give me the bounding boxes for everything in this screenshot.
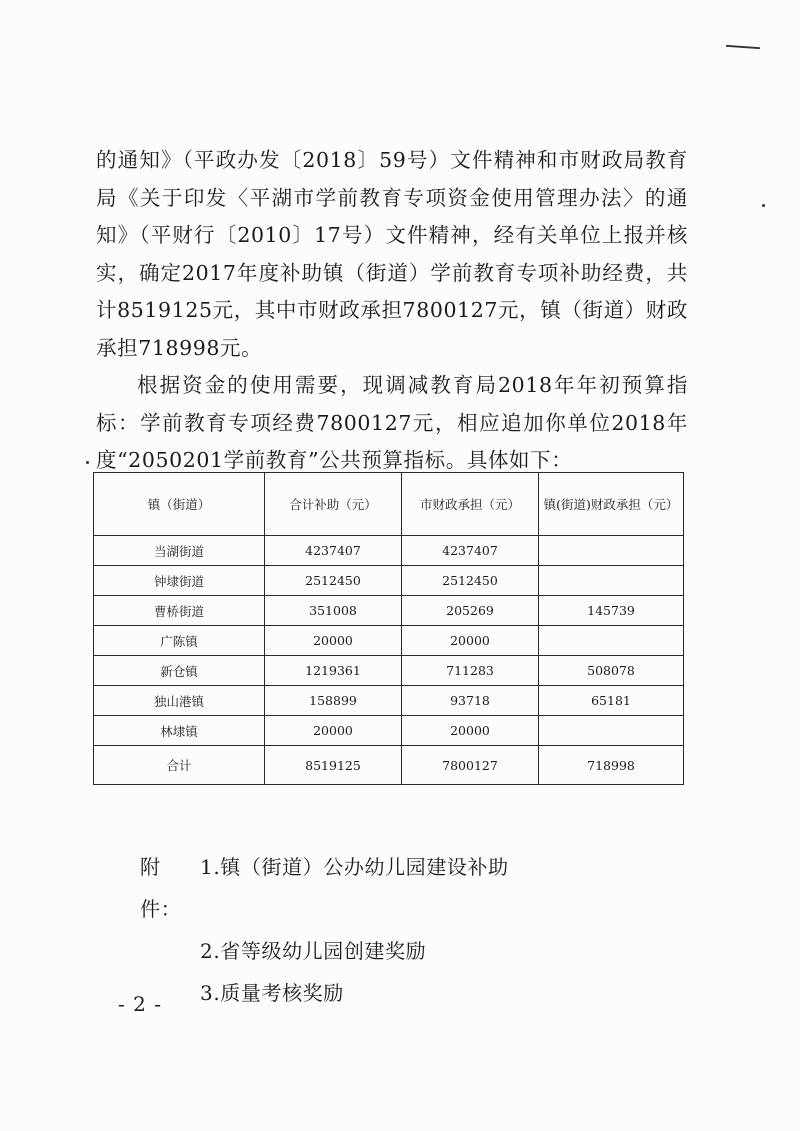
- cell-town: 曹桥街道: [94, 596, 265, 626]
- cell-city: 20000: [402, 626, 539, 656]
- body-paragraph-2: 根据资金的使用需要，现调减教育局2018年年初预算指标：学前教育专项经费7800127元，相应追加你单位2018年度“2050201学前教育”公共预算指标。具体如下：: [96, 373, 688, 472]
- cell-city: 2512450: [402, 566, 539, 596]
- table-row: [94, 626, 684, 656]
- cell-town-share: [539, 716, 684, 746]
- attachment-row: [140, 972, 509, 1014]
- cell-town-share: [539, 566, 684, 596]
- attachment-item-2: 2.省等级幼儿园创建奖励: [200, 939, 427, 963]
- cell-total: 351008: [265, 596, 402, 626]
- header-town: 镇（街道）: [94, 473, 265, 536]
- cell-total-city: 7800127: [402, 746, 539, 785]
- header-town-share: 镇(街道)财政承担（元）: [539, 473, 684, 536]
- cell-total: 158899: [265, 686, 402, 716]
- cell-city: 711283: [402, 656, 539, 686]
- cell-town: 钟埭街道: [94, 566, 265, 596]
- cell-town-share: [539, 536, 684, 566]
- attachment-item-1: 1.镇（街道）公办幼儿园建设补助: [200, 855, 509, 879]
- scan-mark-dot-right: [762, 204, 765, 207]
- page-number: - 2 -: [118, 992, 162, 1016]
- cell-city: 93718: [402, 686, 539, 716]
- cell-total: 20000: [265, 626, 402, 656]
- cell-total-town: 718998: [539, 746, 684, 785]
- attachments-list: [140, 846, 509, 1014]
- table-row: [94, 686, 684, 716]
- cell-total-sum: 8519125: [265, 746, 402, 785]
- table-total-row: [94, 746, 684, 785]
- attachment-row: [140, 930, 509, 972]
- cell-town-share: 65181: [539, 686, 684, 716]
- scan-mark-dot-left: [86, 461, 89, 464]
- table-header-row: [94, 473, 684, 536]
- body-text: [96, 142, 688, 480]
- cell-town: 独山港镇: [94, 686, 265, 716]
- cell-town-share: [539, 626, 684, 656]
- cell-total: 2512450: [265, 566, 402, 596]
- attachment-row: [140, 846, 509, 930]
- header-city-share: 市财政承担（元）: [402, 473, 539, 536]
- cell-total: 4237407: [265, 536, 402, 566]
- attachment-item-3: 3.质量考核奖励: [200, 981, 344, 1005]
- table-row: [94, 536, 684, 566]
- cell-city: 20000: [402, 716, 539, 746]
- table-row: [94, 596, 684, 626]
- cell-town: 林埭镇: [94, 716, 265, 746]
- cell-town: 当湖街道: [94, 536, 265, 566]
- scan-mark-top-right: [726, 45, 760, 49]
- cell-total: 20000: [265, 716, 402, 746]
- table-row: [94, 716, 684, 746]
- cell-city: 4237407: [402, 536, 539, 566]
- cell-town: 广陈镇: [94, 626, 265, 656]
- subsidy-table: [93, 472, 684, 785]
- body-paragraph-1: 的通知》（平政办发〔2018〕59号）文件精神和市财政局教育局《关于印发〈平湖市学前教育专项资金使用管理办法〉的通知》（平财行〔2010〕17号）文件精神，经有关单位上报并核实，确定2017年度补助镇（街道）学前教育专项补助经费，共计8519125元，其中市财政承担7800127元，镇（街道）财政承担718998元。: [96, 148, 688, 360]
- cell-total-label: 合计: [94, 746, 265, 785]
- attachments-label: 附件：: [140, 855, 182, 921]
- table-row: [94, 656, 684, 686]
- header-total-subsidy: 合计补助（元）: [265, 473, 402, 536]
- cell-town-share: 508078: [539, 656, 684, 686]
- table-row: [94, 566, 684, 596]
- cell-city: 205269: [402, 596, 539, 626]
- cell-town: 新仓镇: [94, 656, 265, 686]
- cell-total: 1219361: [265, 656, 402, 686]
- cell-town-share: 145739: [539, 596, 684, 626]
